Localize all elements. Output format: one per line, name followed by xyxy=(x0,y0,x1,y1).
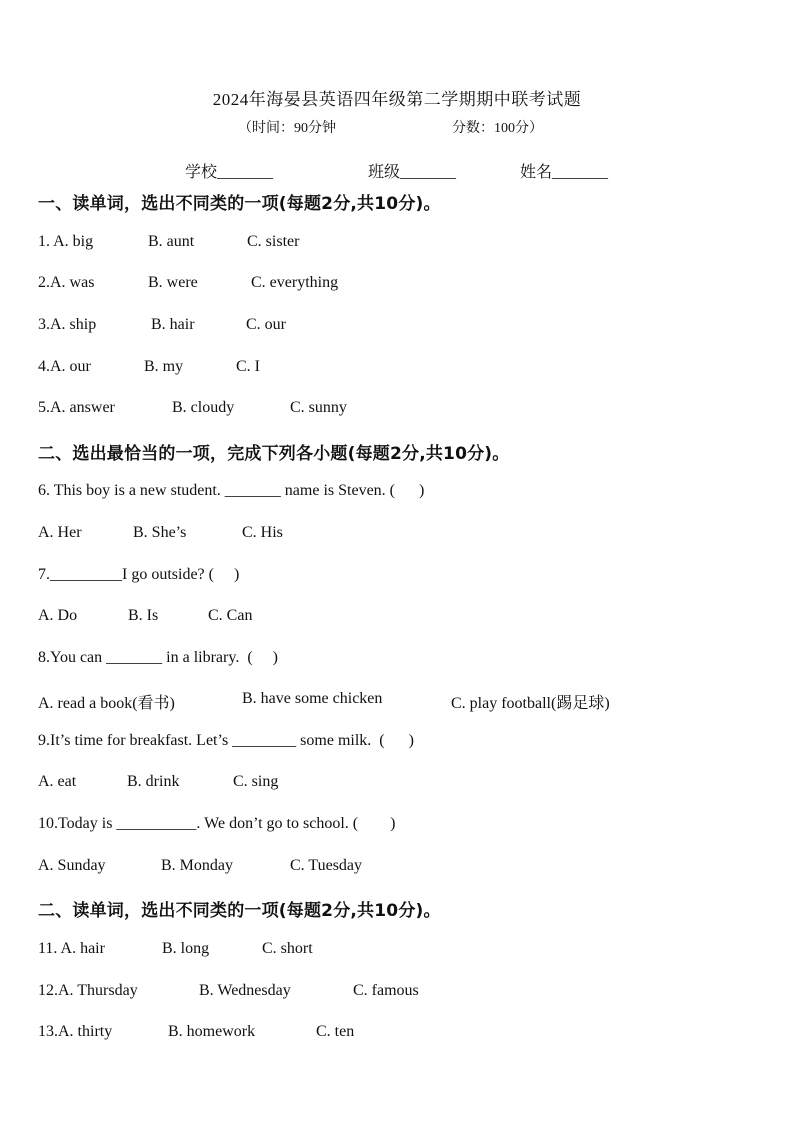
q12-option-c: C. famous xyxy=(353,982,419,999)
q8-option-b: B. have some chicken xyxy=(242,690,383,707)
q1-option-b: B. aunt xyxy=(148,233,195,250)
q11-option-c: C. short xyxy=(262,940,313,957)
exam-score: 分数：100分） xyxy=(452,121,543,136)
q12-option-b: B. Wednesday xyxy=(199,982,291,999)
q3-option-a: 3.A. ship xyxy=(38,316,97,333)
q9-option-c: C. sing xyxy=(233,773,279,790)
class-field: 班级_______ xyxy=(368,164,457,181)
q1-option-c: C. sister xyxy=(247,233,300,250)
q3-option-b: B. hair xyxy=(151,316,195,333)
q6-option-b: B. She’s xyxy=(133,524,187,541)
q7-stem: 7._________I go outside? ( ) xyxy=(38,566,240,583)
q8-stem: 8.You can _______ in a library. ( ) xyxy=(38,649,278,666)
q12-option-a: 12.A. Thursday xyxy=(38,982,138,999)
q4-option-c: C. I xyxy=(236,358,260,375)
q1-option-a: 1. A. big xyxy=(38,233,94,250)
section-3-heading: 二、读单词，选出不同类的一项(每题2分,共10分)。 xyxy=(38,901,441,921)
q10-option-a: A. Sunday xyxy=(38,857,106,874)
q11-option-b: B. long xyxy=(162,940,210,957)
q4-option-a: 4.A. our xyxy=(38,358,91,375)
q13-option-b: B. homework xyxy=(168,1023,256,1040)
q6-stem: 6. This boy is a new student. _______ name is Steven. ( ) xyxy=(38,482,425,499)
q11-option-a: 11. A. hair xyxy=(38,940,105,957)
q5-option-b: B. cloudy xyxy=(172,399,235,416)
q9-stem: 9.It’s time for breakfast. Let’s ________ some milk. ( ) xyxy=(38,732,414,749)
exam-title: 2024年海晏县英语四年级第二学期期中联考试题 xyxy=(212,90,582,109)
q13-option-c: C. ten xyxy=(316,1023,355,1040)
q10-stem: 10.Today is __________. We don’t go to school. ( ) xyxy=(38,815,396,832)
q9-option-b: B. drink xyxy=(127,773,180,790)
q7-option-a: A. Do xyxy=(38,607,78,624)
q6-option-c: C. His xyxy=(242,524,283,541)
q3-option-c: C. our xyxy=(246,316,286,333)
q2-option-b: B. were xyxy=(148,274,198,291)
q9-option-a: A. eat xyxy=(38,773,77,790)
section-2-heading: 二、选出最恰当的一项，完成下列各小题(每题2分,共10分)。 xyxy=(38,444,510,464)
section-1-heading: 一、读单词，选出不同类的一项(每题2分,共10分)。 xyxy=(38,194,441,214)
q10-option-b: B. Monday xyxy=(161,857,233,874)
q7-option-c: C. Can xyxy=(208,607,253,624)
q4-option-b: B. my xyxy=(144,358,184,375)
q6-option-a: A. Her xyxy=(38,524,82,541)
q10-option-c: C. Tuesday xyxy=(290,857,363,874)
q8-option-c: C. play football(踢足球) xyxy=(451,695,610,712)
q2-option-a: 2.A. was xyxy=(38,274,95,291)
school-field: 学校_______ xyxy=(185,164,274,181)
q13-option-a: 13.A. thirty xyxy=(38,1023,113,1040)
exam-time: （时间：90分钟 xyxy=(238,121,336,136)
q7-option-b: B. Is xyxy=(128,607,159,624)
q5-option-a: 5.A. answer xyxy=(38,399,115,416)
q8-option-a: A. read a book(看书) xyxy=(38,695,175,712)
name-field: 姓名_______ xyxy=(520,164,609,181)
q5-option-c: C. sunny xyxy=(290,399,347,416)
q2-option-c: C. everything xyxy=(251,274,339,291)
